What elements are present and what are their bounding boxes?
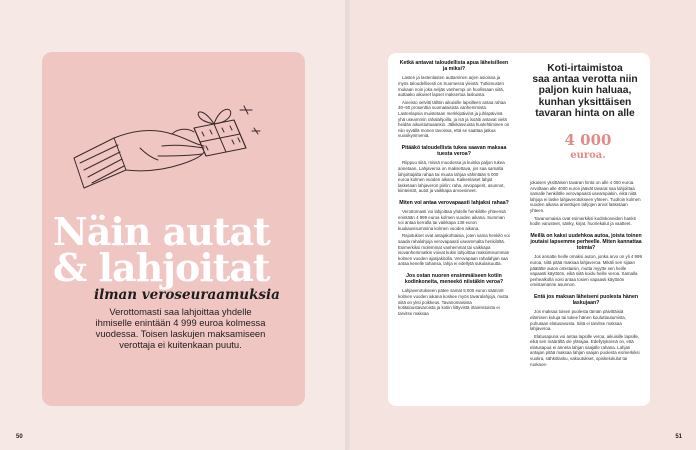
feature-subtitle: ilman veroseuraamuksia	[94, 287, 280, 303]
feature-title-line-1: Näin autat	[53, 209, 270, 254]
qa-paragraph: Elatusapuna voi antaa lapsille veroa, aikuisille lapsille, eikä sen määrältä ole ylärajaa. Edellytyksenä on, että elatusapua ei anneta lahjan saajalle rahana. Lahjan antajan pitää maksaa lahjan saajan puolesta esimerkiksi vuokra, sähkölasku, vakuutukset, opiskelukulut tai ruokaos-	[530, 333, 640, 367]
qa-question: Jos ostan nuoren ensimmäiseen kotiin kodinkoneita, meneekö niistäkin veroa?	[404, 273, 504, 286]
feature-title	[53, 209, 303, 290]
pull-quote-line: tavaran hinta on alle	[535, 107, 635, 119]
qa-paragraph: jokaisen yksittäisen tavaran hinta on alle 4 000 euroa. Arvoltaan alle 4000 euron jäävät tavarat saa lahjoittaa samalle henkilölle verovapaasti useampiakin, eikä niitä lahjoja ei laske lahjaverotukseen yhteen. Tuolloin kolmen vuoden aikana annettujen lahjojen arvot lasketaan yhteen.	[530, 180, 641, 213]
qa-section	[398, 60, 510, 139]
qa-section	[530, 180, 642, 227]
qa-section	[398, 145, 510, 194]
hand-holding-gift-illustration	[54, 88, 264, 208]
lead-line: vuodessa. Toisen laskujen maksamiseen	[95, 328, 266, 339]
lead-line: Verottomasti saa lahjoittaa yhdelle	[109, 306, 252, 317]
pull-quote-unit: euroa.	[570, 150, 606, 161]
page-number-right: 51	[675, 434, 682, 440]
qa-section	[530, 233, 642, 288]
lead-line: verottaja ei kuitenkaan puutu.	[119, 339, 242, 350]
lead-line: ihmiselle enintään 4 999 euroa kolmessa	[95, 317, 266, 328]
pull-quote-line: kunhan yksittäisen	[538, 96, 632, 108]
qa-paragraph: Verottomasti voi lahjoittaa yhdelle henkilölle yhteensä enintään 4 999 euroa kolmen vuoden aikana. Summan voi antaa kerralla tai vaikkapa 138 euron kuukausisummina kolmen vuoden aikana.	[398, 209, 506, 231]
qa-section	[398, 273, 510, 316]
qa-paragraph: Riippuu siitä, missä muodossa ja kuinka paljon tukea annetaan. Lahjaveroa on maksettava, jos saa samalta lahjoittajalta rahaa tai muuta lahjaa vähintään 5 000 euroa kolmen vuoden aikana. Kaikenlaiset lahjat lasketaan lahjaveron piiriin: raha, arvopaperit, asunnot, kiinteistöt, autot ja vaikkapa arvoesineet.	[398, 160, 505, 194]
qa-question: Entä jos maksan läheiseni puolesta hänen laskujaan?	[533, 293, 639, 307]
feature-lead	[73, 306, 288, 350]
qa-paragraph: Lasten ja lastenlasten auttaminen arjen asioissa ja myös taloudellisesti on Suomessa yleistä. Tutkimusten mukaan noin joka neljäs vanhempi on huolissaan siitä, auttaako aikuiset lapset maksertua laskuista.	[398, 75, 504, 98]
qa-paragraph: Jos annatte heille omaksi auton, jonka arvo on yli 4 999 euroa, siitä pitää maksaa lahjaveroa. Mikäli sen sijaan päätätte auton omistaisin, mutta myytte sen heille vapaasti käyttöön, eikä siitä koidu heille veroa. Samalla perhealkolla voisi antaa tosien vapaasti käyttöön omistamanne asunnon.	[530, 254, 642, 288]
feature-title-line-2: & lahjoitat	[53, 245, 270, 290]
qa-paragraph: Jos maksaa toisen puolesta tämän päivittäisiä elämisen kuluja tai tukee hänen kouluttautumista, puhutaan elatusavusta. Siitä ei tarvitse maksaa lahjaveroa.	[530, 309, 626, 332]
qa-question: Meillä on kaksi uudehkoa autoa, joista toinen joutaisi lapsemme perheelle. Miten kannattaa toimia?	[530, 232, 642, 252]
qa-question: Pitääkö taloudellista tukea saavan maksaa tuesta veroa?	[401, 144, 507, 158]
qa-section	[398, 200, 510, 267]
pull-quote-line: saa antaa verotta niin	[532, 74, 638, 86]
pull-quote-line: Koti-irtaimistoa	[547, 63, 623, 74]
qa-column-2	[530, 180, 642, 373]
qa-question: Ketkä antavat taloudellista apua läheisilleen ja miksi?	[399, 60, 509, 73]
page-gutter	[345, 0, 351, 450]
pull-quote-amount: 4 000	[564, 131, 612, 149]
qa-paragraph: Lahjaverotukseen pätee samat 5 000 euron säännöt kolmen vuoden aikana koskee myös tavaralahjoja, mutta siitä on yksi poikkeus. Tavanomaisista kotitaloustavaroista ja kotiin liittyvistä irtaimistoista ei tarvitse maksaa	[398, 288, 509, 316]
qa-paragraph: Aineisto selvitti tällöin aikuisille lapsilleen antaa rahaa 30–50 prosenttia suomalaisista vanhemmista. Lastenlapsia muistetaan merkkipäivinä ja juhlapäivinä yhä useammin rahalahjoilla, ja isä ja isoäiti antavat vielä heidän aikuistuttuaankin. Jälkikasvuista huolehtiminen on niin syvällä monen tavoissa, että se saattaa jatkua vuosikymmeniä.	[398, 99, 510, 139]
pull-quote	[526, 63, 644, 119]
page-number-left: 50	[16, 434, 23, 440]
qa-section	[530, 294, 642, 367]
qa-question: Miten voi antaa verovapaasti lahjaksi rahaa?	[399, 199, 509, 206]
qa-paragraph: Rajoitukset ovat antajakohtaisia, joten sama henkilö voi saada rahalahjoja verovapaasti useammalta henkilöltä. Esimerkiksi molemmat vanhemmat tai vaikkapa isovanhemmatkin voivat kukin lahjoittaa maksimisumman kolmen vuoden ajanjaksolla. Verovapaan rahalahjan saa antaa kenelle tahansa, lahja ei edellytä sukulaisuutta.	[398, 233, 510, 267]
pull-quote-line: paljon kuin haluaa,	[538, 85, 632, 97]
qa-column-1	[398, 60, 510, 322]
qa-paragraph: Tavanomaisia ovat esimerkiksi kodinkoneiden hankit kodin varusteet, sänky, kirjat, huonekalut ja vaatteet.	[530, 215, 636, 227]
